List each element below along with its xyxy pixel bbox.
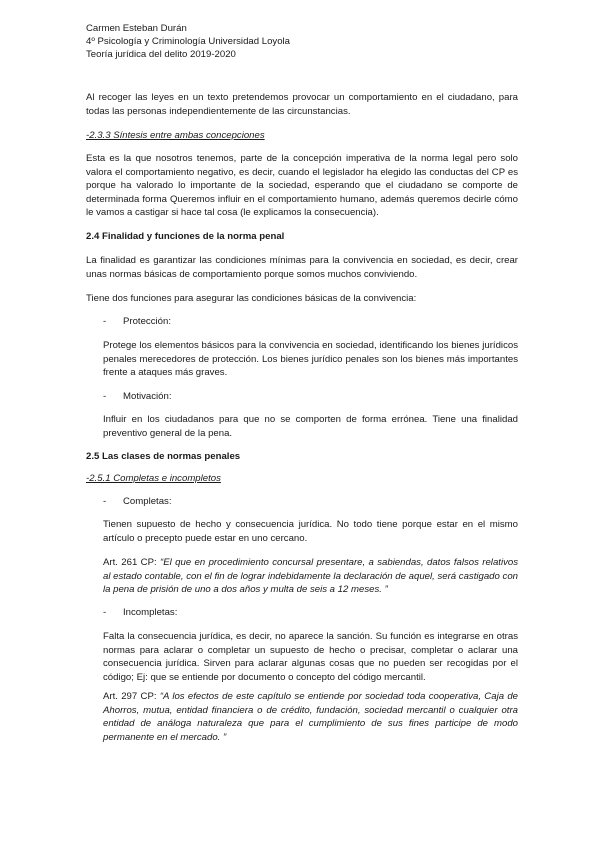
function-motivation-item	[103, 390, 172, 404]
function-motivation-label: Motivación:	[123, 391, 172, 402]
completas-label: Completas:	[123, 496, 172, 507]
section-2-4-paragraph-1: La finalidad es garantizar las condiciones mínimas para la convivencia en sociedad, es decir, crear unas normas básicas de comportamiento porque somos muchos conviviendo.	[86, 255, 518, 280]
dash-marker: -	[103, 496, 107, 507]
dash-marker: -	[103, 607, 107, 618]
section-2-4-paragraph-2: Tiene dos funciones para asegurar las condiciones básicas de la convivencia:	[86, 293, 417, 304]
section-2-5-heading: 2.5 Las clases de normas penales	[86, 451, 241, 462]
author-name: Carmen Esteban Durán	[86, 23, 187, 34]
art-297-text: “A los efectos de este capítulo se entiende por sociedad toda cooperativa, Caja de Ahorros, mutua, entidad financiera o de crédito, fundación, sociedad mercantil o cualquier otra entidad de análoga naturaleza que para el cumplimiento de sus fines participe de modo permanente en el mercado. ”	[103, 691, 519, 743]
section-2-3-3-heading: -2.3.3 Síntesis entre ambas concepciones	[86, 130, 265, 141]
incompletas-item	[103, 606, 177, 620]
intro-paragraph: Al recoger las leyes en un texto pretendemos provocar un comportamiento en el ciudadano, para todas las personas independientemente de las circunstancias.	[86, 92, 518, 117]
completas-item	[103, 495, 172, 509]
section-2-3-3-paragraph: Esta es la que nosotros tenemos, parte de la concepción imperativa de la norma legal pero solo valora el comportamiento negativo, es decir, cuando el legislador ha elegido las conductas del CP es porque ha valorado lo importante de la sociedad, esperando que el ciudadano se comporte de determinada forma Queremos influir en el comportamiento humano, además queremos decirle cómo le vamos a castigar si hace tal cosa (le explicamos la consecuencia).	[86, 153, 518, 218]
section-2-4-heading: 2.4 Finalidad y funciones de la norma penal	[86, 231, 285, 242]
function-protection-label: Protección:	[123, 316, 171, 327]
dash-marker: -	[103, 391, 107, 402]
incompletas-text: Falta la consecuencia jurídica, es decir, no aparece la sanción. Su función es integrarse en otras normas para aclarar o completar un supuesto de hecho o precisar, completar o aclarar una consecuencia jurídica. Sirven para aclarar algunas cosas que no pueden ser recogidas por el código; Ej: que se entiende por documento o concepto del código mercantil.	[103, 631, 518, 683]
document-header	[86, 23, 518, 61]
function-protection-text: Protege los elementos básicos para la convivencia en sociedad, identificando los bienes jurídicos penales merecedores de protección. Los bienes jurídico penales son los bienes más importantes frente a ataques más graves.	[103, 340, 518, 378]
art-261-ref: Art. 261 CP:	[103, 557, 161, 568]
art-261-text: “El que en procedimiento concursal presentare, a sabiendas, datos falsos relativos al estado contable, con el fin de lograr indebidamente la declaración de aquel, será castigado con la pena de prisión de uno a dos años y multa de seis a 12 meses. ”	[103, 557, 519, 595]
incompletas-label: Incompletas:	[123, 607, 178, 618]
function-protection-item	[103, 315, 171, 329]
function-motivation-text: Influir en los ciudadanos para que no se comporten de forma errónea. Tiene una finalidad preventivo general de la pena.	[103, 414, 518, 439]
dash-marker: -	[103, 316, 107, 327]
subject-name: Teoría jurídica del delito 2019-2020	[86, 48, 236, 60]
section-2-5-1-heading: -2.5.1 Completas e incompletos	[86, 473, 221, 484]
course-name: 4º Psicología y Criminología Universidad Loyola	[86, 35, 291, 47]
completas-text: Tienen supuesto de hecho y consecuencia jurídica. No todo tiene porque estar en el mismo artículo o precepto puede estar en uno cercano.	[103, 519, 518, 544]
art-261-quote	[103, 556, 518, 597]
art-297-ref: Art. 297 CP:	[103, 691, 160, 702]
art-297-quote	[103, 690, 518, 744]
